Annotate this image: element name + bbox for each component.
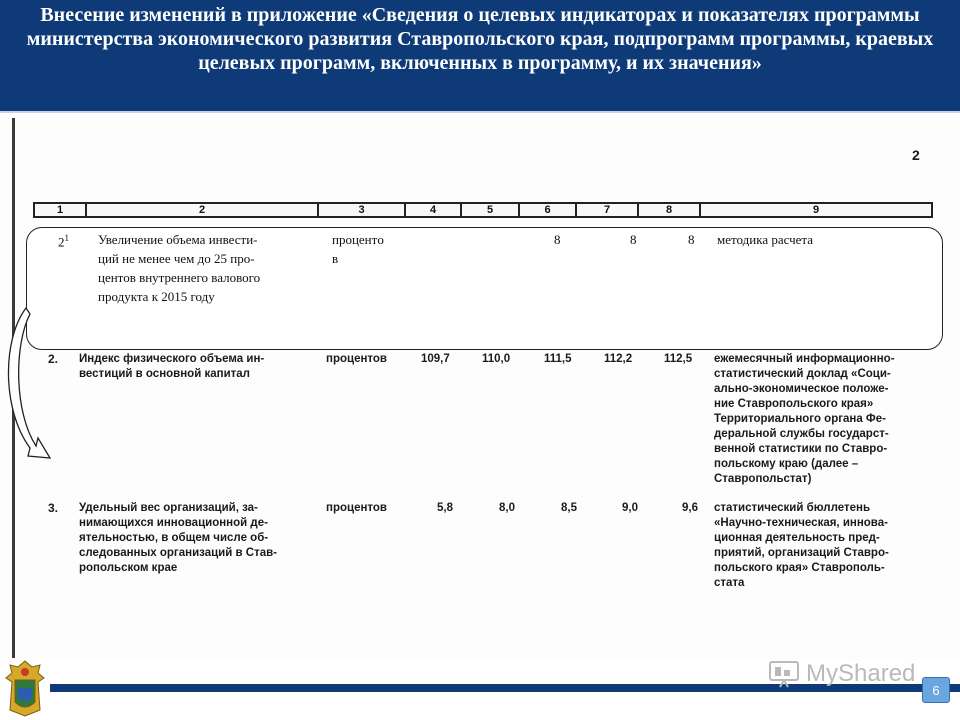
- column-number: 9: [812, 204, 820, 216]
- row-value: 9,0: [622, 502, 638, 514]
- column-number: 6: [520, 204, 577, 216]
- row-value: 109,7: [421, 353, 450, 365]
- inserted-row-source: методика расчета: [717, 232, 814, 247]
- column-number: 2: [87, 204, 319, 216]
- slide-title: Внесение изменений в приложение «Сведения о целевых индикаторах и показателях программы министерства экономического развития Ставропольского края, подпрограмм программы, краевых целевых программ, включенных в программу, и их значения»: [26, 4, 934, 74]
- row-value: 9,6: [682, 502, 698, 514]
- row-value: 111,5: [544, 353, 572, 365]
- row-value: 5,8: [437, 502, 453, 514]
- row-name: Индекс физического объема ин- вестиций в основной капитал: [79, 353, 265, 380]
- inserted-row-value: 8: [688, 232, 695, 247]
- inserted-row-value: 8: [630, 232, 637, 247]
- row-value: 112,2: [604, 353, 633, 365]
- inserted-row-unit: процентo в: [332, 232, 384, 266]
- watermark: [768, 660, 915, 688]
- row-value: 112,5: [664, 353, 693, 365]
- inserted-row-number: $2^1$: [58, 233, 69, 250]
- watermark-text: MyShared: [806, 660, 916, 687]
- row-value: 8,0: [499, 502, 515, 514]
- column-number: 3: [319, 204, 406, 216]
- inserted-row-value: 8: [554, 232, 561, 247]
- row-unit: процентов: [326, 502, 387, 514]
- document-page-number: 2: [912, 147, 920, 163]
- row-source: ежемесячный информационно- статистический доклад «Соци- ально-экономическое положе- ние Ставропольского края» Территориального органа Фе- деральной службы государст- венной статистики по Ставро- польскому краю (далее – Ставропольстат): [714, 353, 895, 485]
- column-number: 1: [35, 204, 87, 216]
- row-unit: процентов: [326, 353, 387, 365]
- row-name: Удельный вес организаций, за- нимающихся инновационной де- ятельностью, в общем числе об- следованных организаций в Став- ропольском крае: [79, 502, 277, 574]
- presentation-icon: [768, 660, 802, 688]
- row-number: 2.: [48, 352, 59, 366]
- row-number: 3.: [48, 501, 59, 515]
- column-number: 7: [577, 204, 639, 216]
- inserted-row-name: Увеличение объема инвести- ций не менее чем до 25 про- центов внутреннего валового продукта к 2015 году: [98, 232, 261, 304]
- curved-arrow-icon: [0, 300, 60, 475]
- coat-of-arms-icon: [2, 658, 48, 718]
- row-source: статистический бюллетень «Научно-техническая, иннова- ционная деятельность пред- приятий, организаций Ставро- польского края» Ставрополь- стата: [714, 502, 889, 589]
- row-value: 8,5: [561, 502, 577, 514]
- slide-number-badge[interactable]: 6: [922, 677, 950, 703]
- column-number: 8: [639, 204, 701, 216]
- column-number: 5: [462, 204, 520, 216]
- slide-header: [0, 0, 960, 113]
- row-value: 110,0: [482, 353, 511, 365]
- column-number-header: [33, 202, 933, 218]
- column-number: 4: [406, 204, 462, 216]
